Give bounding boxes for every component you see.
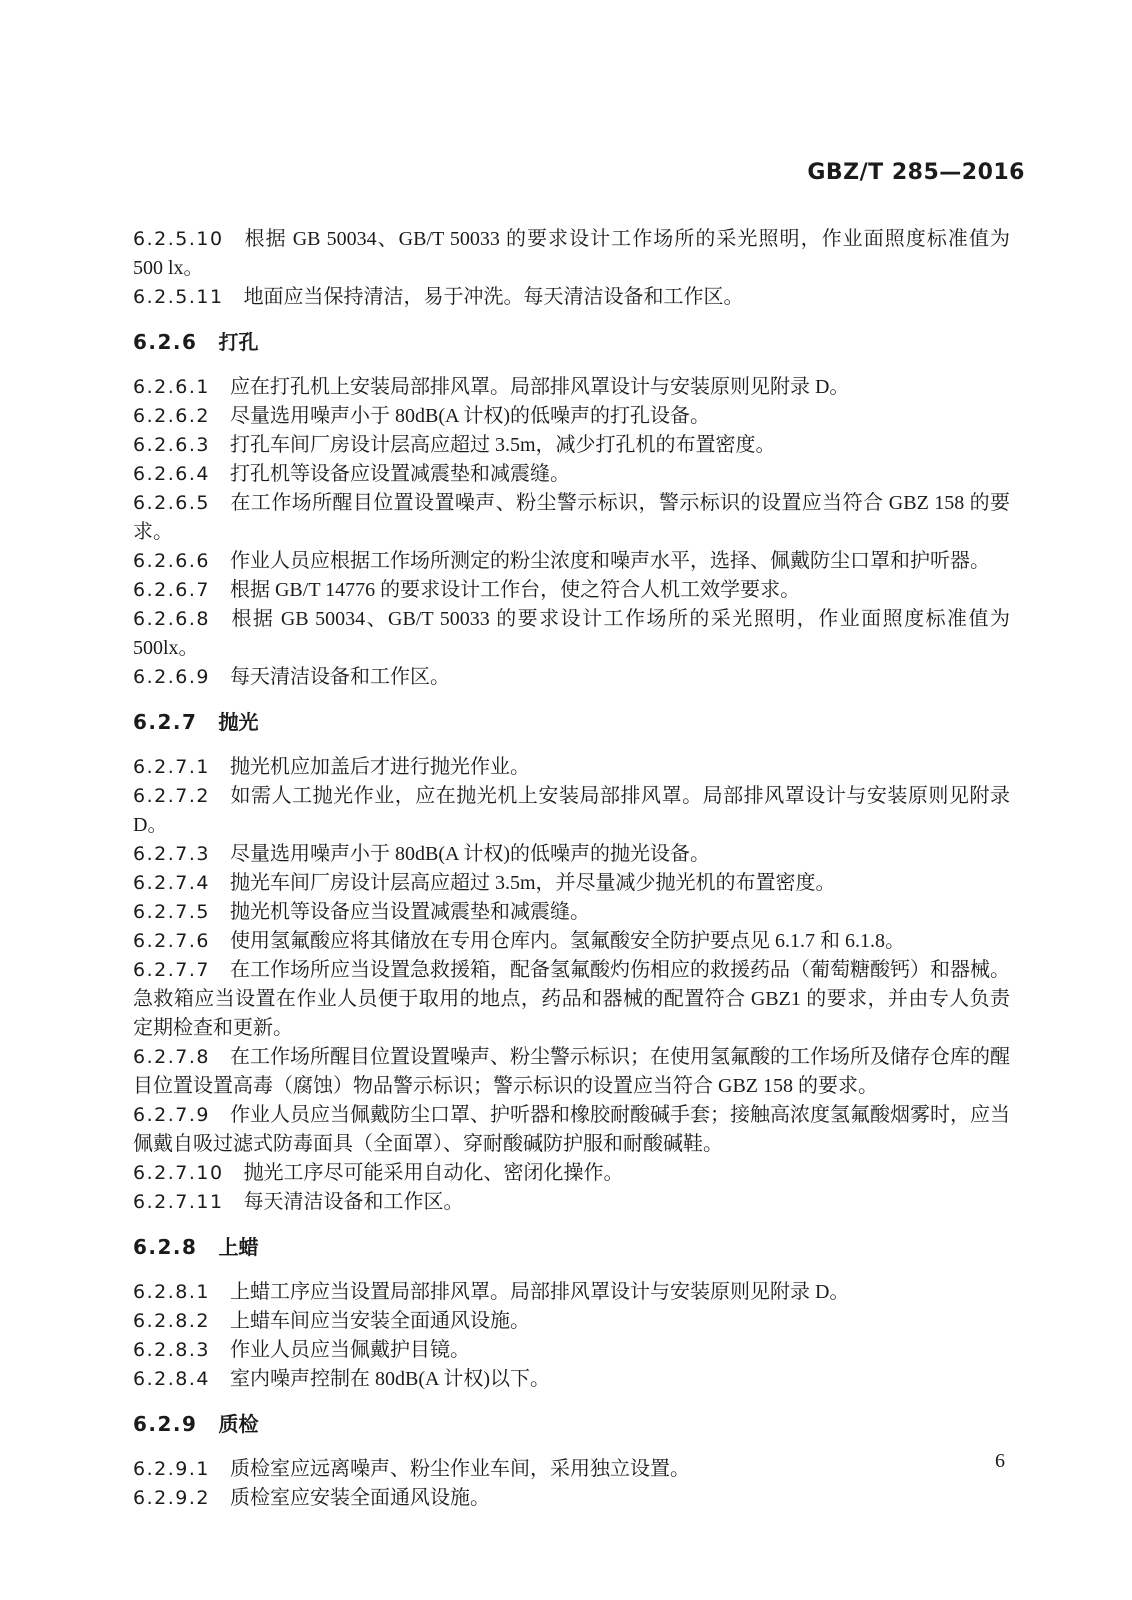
clause-text: 每天清洁设备和工作区。 — [229, 666, 450, 688]
clause-number: 6.2.6.1 — [133, 376, 210, 398]
clause-text: 上蜡车间应当安装全面通风设施。 — [229, 1310, 530, 1332]
clause-text: 作业人员应根据工作场所测定的粉尘浓度和噪声水平，选择、佩戴防尘口罩和护听器。 — [229, 550, 990, 572]
clause-number: 6.2.8.2 — [133, 1310, 210, 1332]
section-number: 6.2.8 — [133, 1235, 198, 1259]
clause-number: 6.2.5.11 — [133, 286, 224, 308]
clause-paragraph — [133, 431, 1010, 460]
clause-number: 6.2.7.7 — [133, 959, 210, 981]
clause-number: 6.2.6.8 — [133, 608, 210, 630]
clause-text: 地面应当保持清洁，易于冲洗。每天清洁设备和工作区。 — [243, 286, 744, 308]
section-heading — [133, 328, 1010, 357]
clause-number: 6.2.6.6 — [133, 550, 210, 572]
clause-paragraph — [133, 1043, 1010, 1101]
clause-number: 6.2.7.4 — [133, 872, 210, 894]
section-heading — [133, 708, 1010, 737]
clause-text: 根据 GB/T 14776 的要求设计工作台，使之符合人机工效学要求。 — [229, 579, 801, 601]
clause-number: 6.2.5.10 — [133, 228, 224, 250]
clause-number: 6.2.8.3 — [133, 1339, 210, 1361]
clause-paragraph — [133, 489, 1010, 547]
clause-number: 6.2.7.9 — [133, 1104, 210, 1126]
clause-paragraph — [133, 225, 1010, 283]
clause-number: 6.2.7.3 — [133, 843, 210, 865]
clause-text: 抛光工序尽可能采用自动化、密闭化操作。 — [243, 1162, 624, 1184]
clause-number: 6.2.6.5 — [133, 492, 210, 514]
clause-paragraph — [133, 460, 1010, 489]
section-number: 6.2.9 — [133, 1412, 198, 1436]
clause-paragraph — [133, 1455, 1010, 1484]
clause-number: 6.2.8.4 — [133, 1368, 210, 1390]
clause-number: 6.2.7.10 — [133, 1162, 224, 1184]
clause-number: 6.2.6.3 — [133, 434, 210, 456]
clause-text: 根据 GB 50034、GB/T 50033 的要求设计工作场所的采光照明，作业面照度标准值为 500lx。 — [133, 608, 1010, 659]
clause-paragraph — [133, 1159, 1010, 1188]
section-number: 6.2.6 — [133, 330, 198, 354]
clause-paragraph — [133, 840, 1010, 869]
clause-paragraph — [133, 898, 1010, 927]
clause-paragraph — [133, 1365, 1010, 1394]
clause-paragraph — [133, 753, 1010, 782]
clause-paragraph — [133, 1278, 1010, 1307]
clause-text: 根据 GB 50034、GB/T 50033 的要求设计工作场所的采光照明，作业面照度标准值为 500 lx。 — [133, 228, 1010, 279]
clause-number: 6.2.8.1 — [133, 1281, 210, 1303]
clause-text: 上蜡工序应当设置局部排风罩。局部排风罩设计与安装原则见附录 D。 — [229, 1281, 850, 1303]
clause-number: 6.2.7.2 — [133, 785, 210, 807]
clause-text: 质检室应安装全面通风设施。 — [229, 1487, 490, 1509]
section-title: 质检 — [218, 1412, 259, 1436]
clause-text: 尽量选用噪声小于 80dB(A 计权)的低噪声的打孔设备。 — [229, 405, 710, 427]
clause-text: 每天清洁设备和工作区。 — [243, 1191, 464, 1213]
clause-text: 作业人员应当佩戴护目镜。 — [229, 1339, 470, 1361]
clause-text: 在工作场所醒目位置设置噪声、粉尘警示标识；在使用氢氟酸的工作场所及储存仓库的醒目位置设置高毒（腐蚀）物品警示标识；警示标识的设置应当符合 GBZ 158 的要求。 — [133, 1046, 1010, 1097]
standard-code-header: GBZ/T 285—2016 — [807, 160, 1025, 185]
clause-paragraph — [133, 1307, 1010, 1336]
clause-paragraph — [133, 869, 1010, 898]
page-number: 6 — [995, 1450, 1005, 1472]
section-title: 抛光 — [218, 710, 259, 734]
clause-number: 6.2.7.1 — [133, 756, 210, 778]
clause-paragraph — [133, 1188, 1010, 1217]
clause-paragraph — [133, 956, 1010, 1043]
clause-text: 在工作场所醒目位置设置噪声、粉尘警示标识，警示标识的设置应当符合 GBZ 158 的要求。 — [133, 492, 1010, 543]
clause-paragraph — [133, 547, 1010, 576]
clause-number: 6.2.7.11 — [133, 1191, 224, 1213]
clause-text: 如需人工抛光作业，应在抛光机上安装局部排风罩。局部排风罩设计与安装原则见附录 D。 — [133, 785, 1010, 836]
clause-paragraph — [133, 373, 1010, 402]
clause-text: 作业人员应当佩戴防尘口罩、护听器和橡胶耐酸碱手套；接触高浓度氢氟酸烟雾时，应当佩戴自吸过滤式防毒面具（全面罩）、穿耐酸碱防护服和耐酸碱鞋。 — [133, 1104, 1010, 1155]
clause-number: 6.2.9.2 — [133, 1487, 210, 1509]
clause-paragraph — [133, 576, 1010, 605]
clause-text: 抛光机应加盖后才进行抛光作业。 — [229, 756, 530, 778]
section-title: 上蜡 — [218, 1235, 259, 1259]
clause-text: 使用氢氟酸应将其储放在专用仓库内。氢氟酸安全防护要点见 6.1.7 和 6.1.8。 — [229, 930, 905, 952]
clause-number: 6.2.7.6 — [133, 930, 210, 952]
clause-text: 在工作场所应当设置急救援箱，配备氢氟酸灼伤相应的救援药品（葡萄糖酸钙）和器械。急救箱应当设置在作业人员便于取用的地点，药品和器械的配置符合 GBZ1 的要求，并由专人负责定期检查和更新。 — [133, 959, 1010, 1039]
clause-text: 室内噪声控制在 80dB(A 计权)以下。 — [229, 1368, 550, 1390]
clause-paragraph — [133, 605, 1010, 663]
clause-text: 尽量选用噪声小于 80dB(A 计权)的低噪声的抛光设备。 — [229, 843, 710, 865]
clause-number: 6.2.6.9 — [133, 666, 210, 688]
clause-text: 抛光机等设备应当设置减震垫和减震缝。 — [229, 901, 590, 923]
section-heading — [133, 1410, 1010, 1439]
clause-text: 打孔机等设备应设置减震垫和减震缝。 — [229, 463, 570, 485]
section-heading — [133, 1233, 1010, 1262]
clause-number: 6.2.7.5 — [133, 901, 210, 923]
clause-text: 打孔车间厂房设计层高应超过 3.5m，减少打孔机的布置密度。 — [229, 434, 776, 456]
document-body — [133, 225, 1010, 1513]
clause-paragraph — [133, 1484, 1010, 1513]
section-number: 6.2.7 — [133, 710, 198, 734]
section-title: 打孔 — [218, 330, 259, 354]
clause-paragraph — [133, 663, 1010, 692]
clause-paragraph — [133, 402, 1010, 431]
clause-text: 抛光车间厂房设计层高应超过 3.5m，并尽量减少抛光机的布置密度。 — [229, 872, 836, 894]
clause-text: 应在打孔机上安装局部排风罩。局部排风罩设计与安装原则见附录 D。 — [229, 376, 850, 398]
clause-number: 6.2.7.8 — [133, 1046, 210, 1068]
clause-paragraph — [133, 1336, 1010, 1365]
clause-number: 6.2.6.7 — [133, 579, 210, 601]
clause-paragraph — [133, 782, 1010, 840]
clause-number: 6.2.9.1 — [133, 1458, 210, 1480]
clause-number: 6.2.6.2 — [133, 405, 210, 427]
clause-paragraph — [133, 1101, 1010, 1159]
clause-text: 质检室应远离噪声、粉尘作业车间，采用独立设置。 — [229, 1458, 690, 1480]
clause-number: 6.2.6.4 — [133, 463, 210, 485]
clause-paragraph — [133, 927, 1010, 956]
clause-paragraph — [133, 283, 1010, 312]
